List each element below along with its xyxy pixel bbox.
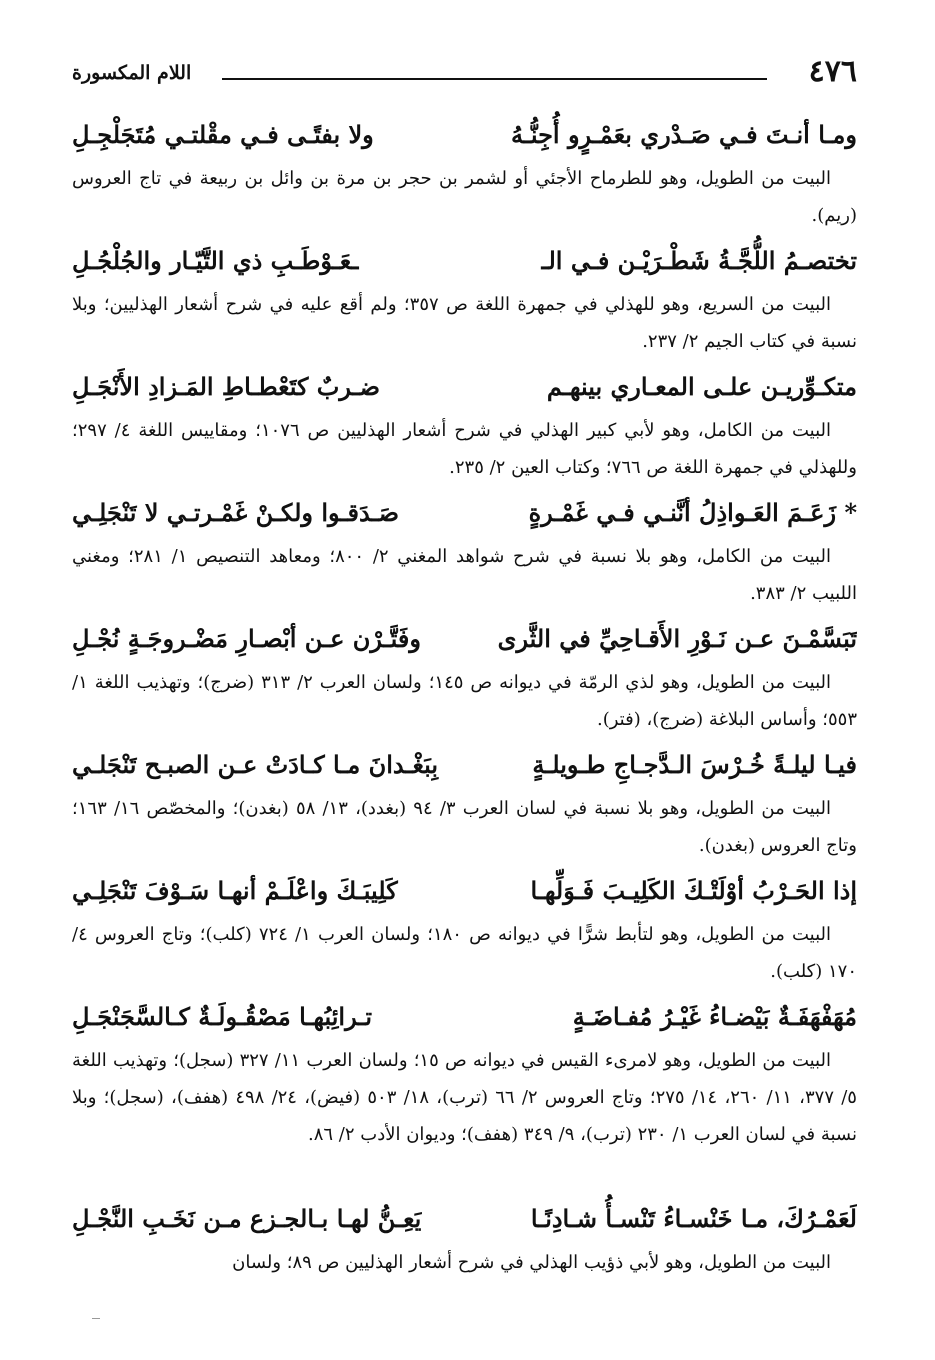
verse-entry bbox=[72, 864, 857, 990]
second-hemistich: كَلِيبَـكَ واعْلَـمْ أنهـا سَـوْفَ تَنْجَلِـي bbox=[72, 875, 398, 905]
second-hemistich: يَعِـنُّ لهـا بـالجـزع مـن نَخَـبِ النَّجْـلِ bbox=[72, 1203, 422, 1233]
second-hemistich: ـعَـوْطَـبِ ذي التَّيّـار والجُلْجُـلِ bbox=[72, 245, 359, 275]
first-hemistich: متكـوِّريـن علـى المعـاري بينهـم bbox=[546, 371, 857, 401]
verse-commentary: البيت من الطويل، وهو لذي الرمّة في ديوانه ص ١٤٥؛ ولسان العرب ٢/ ٣١٣ (ضرج)؛ وتهذيب اللغة ١/ ٥٥٣؛ وأساس البلاغة (ضرج)، (فتر). bbox=[72, 672, 857, 730]
first-hemistich: فيـا ليلـةً خُـرْسَ الـدَّجـاجِ طـويلـةٍ bbox=[532, 749, 857, 779]
verse-line bbox=[72, 108, 857, 160]
second-hemistich: تـرائِبُهـا مَصْقُـولَـةٌ كـالسَّجَنْجَـلِ bbox=[72, 1001, 373, 1031]
first-hemistich: مُهَفْهَفَـةٌ بَيْضـاءُ غَيْـرُ مُفـاضَـةٍ bbox=[572, 1001, 857, 1031]
page-header bbox=[72, 52, 857, 92]
page-number: ٤٧٦ bbox=[808, 54, 857, 89]
second-hemistich: ولا بفتًـى فـي مقْلتـي مُتَجَلْجِـلِ bbox=[72, 119, 374, 149]
header-rule bbox=[222, 78, 767, 80]
verse-line bbox=[72, 738, 857, 790]
verse-line bbox=[72, 990, 857, 1042]
first-hemistich: لَعَمْـرُكَ، مـا خَنْسـاءُ تَنْسـأُ شـادِنًـا bbox=[530, 1203, 857, 1233]
verse-entry bbox=[72, 234, 857, 360]
second-hemistich: صَـدَقـوا ولكـنْ غَمْـرتـي لا تَنْجَلِـي bbox=[72, 497, 399, 527]
verse-commentary: البيت من الطويل، وهو لأبي ذؤيب الهذلي في شرح أشعار الهذليين ص ٨٩؛ ولسان bbox=[232, 1252, 831, 1273]
verse-line bbox=[72, 486, 857, 538]
verse-line bbox=[72, 612, 857, 664]
first-hemistich: * زَعَـمَ العَـواذِلُ أنَّنـي فـي غَمْـرةٍ bbox=[528, 497, 857, 527]
first-hemistich: تختصـمُ اللُّجَّـةُ شَطْـرَيْـن فـي الـ bbox=[541, 245, 857, 275]
verse-commentary: البيت من الطويل، وهو بلا نسبة في لسان العرب ٣/ ٩٤ (بغدد)، ١٣/ ٥٨ (بغدن)؛ والمخصّص ١٦/ ١٦٣؛ وتاج العروس (بغدن). bbox=[72, 798, 857, 856]
verse-entry bbox=[72, 990, 857, 1192]
verse-line bbox=[72, 360, 857, 412]
verse-entries bbox=[72, 108, 857, 1300]
chapter-title: اللام المكسورة bbox=[72, 62, 192, 84]
verse-commentary: البيت من الطويل، وهو لامرىء القيس في ديوانه ص ١٥؛ ولسان العرب ١١/ ٣٢٧ (سجل)؛ وتهذيب اللغة ٥/ ٣٧٧، ١١/ ٢٦٠، ١٤/ ٢٧٥؛ وتاج العروس ٢/ ٦٦ (ترب)، ١٨/ ٥٠٣ (فيض)، ٢٤/ ٤٩٨ (هفف)، (سجل)؛ وبلا نسبة في لسان العرب ١/ ٢٣٠ (ترب)، ٩/ ٣٤٩ (هفف)؛ وديوان الأدب ٢/ ٨٦. bbox=[72, 1050, 857, 1145]
verse-entry bbox=[72, 360, 857, 486]
verse-entry bbox=[72, 486, 857, 612]
second-hemistich: وفَتَّـرْن عـن أبْصـارِ مَضْـروجَـةٍ نُجْـلِ bbox=[72, 623, 421, 653]
verse-entry bbox=[72, 1192, 857, 1300]
verse-commentary: البيت من الطويل، وهو لتأبط شرًّا في ديوانه ص ١٨٠؛ ولسان العرب ١/ ٧٢٤ (كلب)؛ وتاج العروس ٤/ ١٧٠ (كلب). bbox=[72, 924, 857, 982]
verse-commentary: البيت من الكامل، وهو لأبي كبير الهذلي في شرح أشعار الهذليين ص ١٠٧٦؛ ومقاييس اللغة ٤/ ٢٩٧؛ وللهذلي في جمهرة اللغة ص ٧٦٦؛ وكتاب العين ٢/ ٢٣٥. bbox=[72, 420, 857, 478]
first-hemistich: ومـا أنـتَ فـي صَـدْري بعَمْـرٍو أُجِنُّـهُ bbox=[510, 119, 857, 149]
verse-entry bbox=[72, 108, 857, 234]
verse-line bbox=[72, 234, 857, 286]
verse-entry bbox=[72, 738, 857, 864]
verse-commentary: البيت من الطويل، وهو للطرماح الأجئي أو لشمر بن حجر بن مرة بن وائل بن ربيعة في تاج العروس (ريم). bbox=[72, 168, 857, 226]
first-hemistich: إذا الحَـرْبُ أوْلَتْـكَ الكَلِيـبَ فَـوَلِّهـا bbox=[530, 875, 857, 905]
second-hemistich: ضـربٌ كتَعْطـاطِ المَـزادِ الأَنْجَـلِ bbox=[72, 371, 381, 401]
verse-entry bbox=[72, 612, 857, 738]
verse-commentary: البيت من الكامل، وهو بلا نسبة في شرح شواهد المغني ٢/ ٨٠٠؛ ومعاهد التنصيص ١/ ٢٨١؛ ومغني اللبيب ٢/ ٣٨٣. bbox=[72, 546, 857, 604]
verse-commentary: البيت من السريع، وهو للهذلي في جمهرة اللغة ص ٣٥٧؛ ولم أقع عليه في شرح أشعار الهذليين؛ وبلا نسبة في كتاب الجيم ٢/ ٢٣٧. bbox=[72, 294, 857, 352]
page-footer-mark bbox=[92, 1318, 100, 1319]
first-hemistich: تَبَسَّمْـنَ عـن نَـوْرِ الأَقـاحِيِّ في الثَّرى bbox=[497, 623, 857, 653]
verse-line bbox=[72, 1192, 857, 1244]
second-hemistich: بِبَغْـدانَ مـا كـادَتْ عـن الصبـح تَنْجَلـي bbox=[72, 749, 439, 779]
verse-line bbox=[72, 864, 857, 916]
